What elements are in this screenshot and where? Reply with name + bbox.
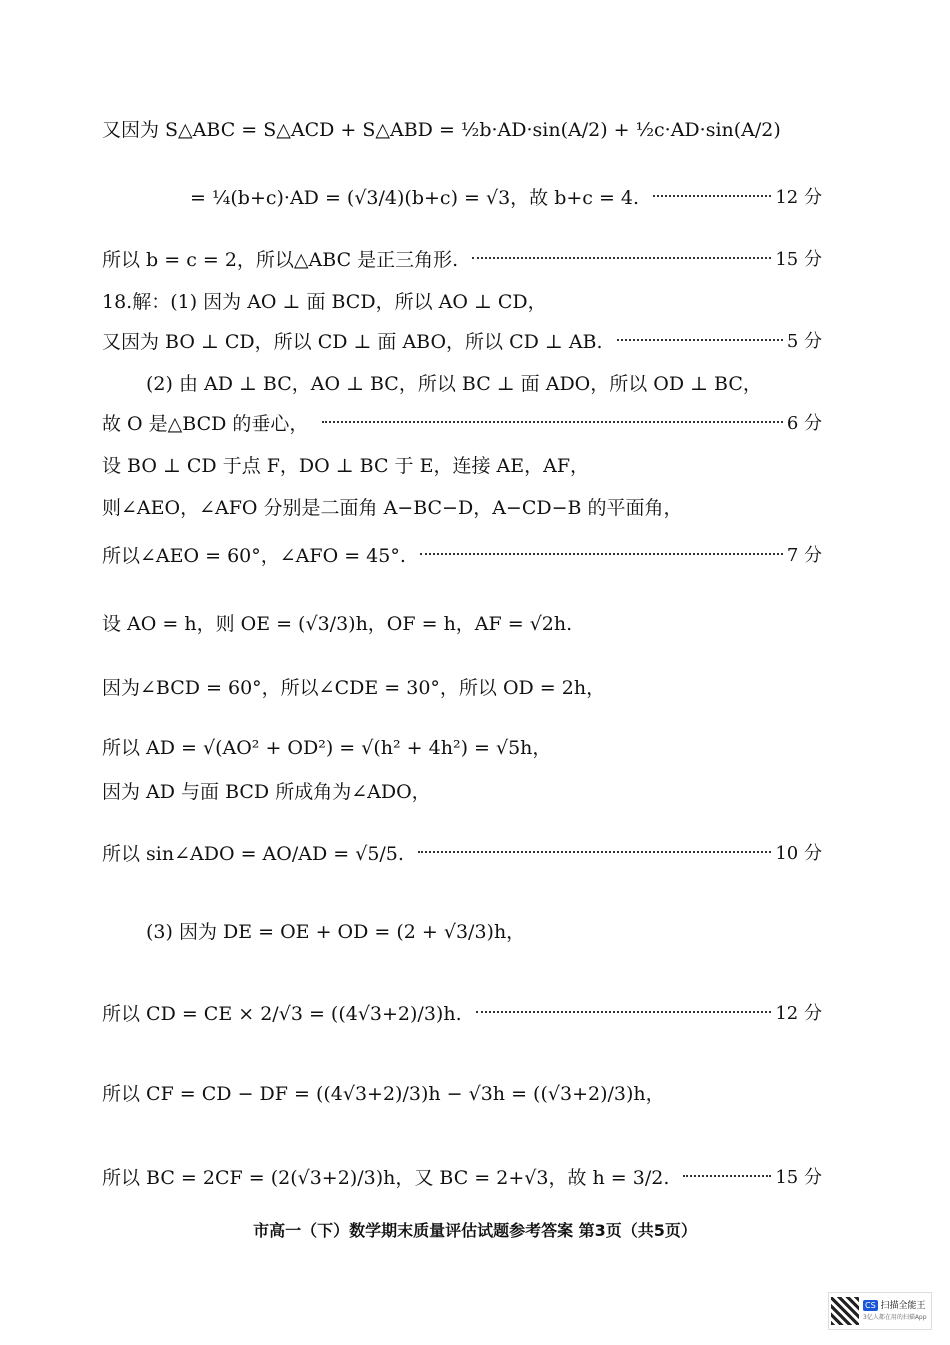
solution-text: 所以∠AEO = 60°，∠AFO = 45°. — [102, 544, 406, 567]
score-mark: 10 分 — [775, 843, 822, 864]
solution-text: 故 O 是△BCD 的垂心， — [102, 412, 309, 435]
solution-text: 又因为 BO ⊥ CD，所以 CD ⊥ 面 ABO，所以 CD ⊥ AB. — [102, 330, 603, 353]
qr-code-icon — [831, 1297, 859, 1325]
solution-text: 所以 CD = CE × 2/√3 = ((4√3+2)/3)h. — [102, 1002, 462, 1025]
solution-line — [102, 238, 822, 278]
score-mark: 5 分 — [786, 331, 822, 352]
solution-line — [102, 444, 822, 484]
solution-text: 所以 BC = 2CF = (2(√3+2)/3)h，又 BC = 2+√3，故 h = 3/2. — [102, 1166, 670, 1189]
solution-text: 又因为 S△ABC = S△ACD + S△ABD = ½b·AD·sin(A/2) + ½c·AD·sin(A/2) — [102, 118, 781, 141]
leader-dots — [683, 1175, 771, 1177]
solution-line — [102, 666, 822, 706]
solution-text: 设 BO ⊥ CD 于点 F，DO ⊥ BC 于 E，连接 AE，AF， — [102, 454, 590, 477]
solution-line — [102, 486, 822, 526]
solution-line — [102, 362, 822, 402]
solution-text: 18.解：(1) 因为 AO ⊥ 面 BCD，所以 AO ⊥ CD， — [102, 290, 547, 313]
solution-text: = ¼(b+c)·AD = (√3/4)(b+c) = √3，故 b+c = 4. — [190, 186, 640, 209]
solution-line — [102, 280, 822, 320]
solution-line — [102, 320, 822, 360]
solution-text: 设 AO = h，则 OE = (√3/3)h，OF = h，AF = √2h. — [102, 612, 573, 635]
page-footer: 市高一（下）数学期末质量评估试题参考答案 第3页（共5页） — [253, 1221, 697, 1240]
score-mark: 7 分 — [786, 545, 822, 566]
solution-line — [102, 176, 822, 216]
solution-line — [102, 726, 822, 766]
solution-line — [102, 108, 822, 148]
solution-text: 所以 sin∠ADO = AO/AD = √5/5. — [102, 842, 404, 865]
solution-text: 所以 b = c = 2，所以△ABC 是正三角形. — [102, 248, 459, 271]
solution-line — [102, 602, 822, 642]
solution-text: 所以 CF = CD − DF = ((4√3+2)/3)h − √3h = ((√3+2)/3)h， — [102, 1082, 665, 1105]
leader-dots — [653, 195, 771, 197]
solution-line — [102, 832, 822, 872]
scanner-slogan: 3亿人都在用的扫描App — [863, 1313, 927, 1321]
leader-dots — [476, 1011, 772, 1013]
solution-line — [102, 910, 822, 950]
leader-dots — [322, 421, 782, 423]
leader-dots — [472, 257, 771, 259]
score-mark: 15 分 — [775, 249, 822, 270]
leader-dots — [420, 553, 783, 555]
score-mark: 12 分 — [775, 1003, 822, 1024]
score-mark: 15 分 — [775, 1167, 822, 1188]
solution-text: 所以 AD = √(AO² + OD²) = √(h² + 4h²) = √5h， — [102, 736, 552, 759]
leader-dots — [418, 851, 771, 853]
solution-line — [102, 1156, 822, 1196]
score-mark: 6 分 — [786, 413, 822, 434]
solution-line — [102, 770, 822, 810]
solution-text: 因为 AD 与面 BCD 所成角为∠ADO， — [102, 780, 431, 803]
score-mark: 12 分 — [775, 187, 822, 208]
cs-logo: CS — [865, 1300, 876, 1310]
solution-text: 因为∠BCD = 60°，所以∠CDE = 30°，所以 OD = 2h， — [102, 676, 606, 699]
solution-text: (2) 由 AD ⊥ BC，AO ⊥ BC，所以 BC ⊥ 面 ADO，所以 OD ⊥ BC， — [146, 372, 762, 395]
solution-line — [102, 992, 822, 1032]
solution-text: (3) 因为 DE = OE + OD = (2 + √3/3)h， — [146, 920, 526, 943]
leader-dots — [617, 339, 783, 341]
scanner-name: 扫描全能王 — [880, 1300, 926, 1311]
solution-line — [102, 1072, 822, 1112]
solution-line — [102, 534, 822, 574]
solution-text: 则∠AEO，∠AFO 分别是二面角 A−BC−D，A−CD−B 的平面角， — [102, 496, 683, 519]
scanner-watermark — [828, 1292, 932, 1330]
solution-line — [102, 402, 822, 442]
